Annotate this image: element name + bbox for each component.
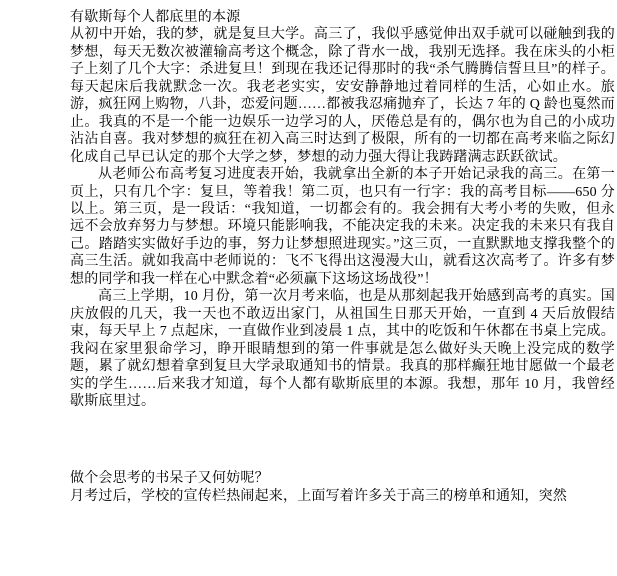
paragraph-3: 高三上学期，10 月份，第一次月考来临，也是从那刻起我开始感到高考的真实。国庆放假的几天，我一天也不敢迈出家门，从祖国生日那天开始，一直到 4 天后放假结束，每天早上 7 点起床，一直做作业到凌晨 1 点，其中的吃饭和午休都在书桌上完成。我闷在家里狠命学习，睁开眼睛想到的第一件事就是怎么做好头天晚上没完成的数学题，累了就幻想着拿到复旦大学录取通知书的情景。我真的那样癫狂地甘愿做一个最老实的学生……后来我才知道，每个人都有歇斯底里的本源。我想，那年 10 月，我曾经歇斯底里过。 xyxy=(70,289,615,409)
document-page xyxy=(70,9,615,505)
paragraph-4: 月考过后，学校的宣传栏热闹起来，上面写着许多关于高三的榜单和通知，突然 xyxy=(70,488,567,504)
paragraph-2: 从老师公布高考复习进度表开始，我就拿出全新的本子开始记录我的高三。在第一页上，只有几个字：复旦，等着我！第二页，也只有一行字：我的高考目标——650 分以上。第三页，是一段话：“我知道，一切都会有的。我会拥有大考小考的失败，但永远不会放弃努力与梦想。环境只能影响我，不能决定我的未来。决定我的未来只有我自己。踏踏实实做好手边的事，努力让梦想照进现实。”这三页，一直默默地支撑我整个的高三生活。就如我高中老师说的：飞不飞得出这漫漫大山，就看这次高考了。许多有梦想的同学和我一样在心中默念着“必须赢下这场这场战役”！ xyxy=(70,167,615,287)
document-title: 有歇斯每个人都底里的本源 xyxy=(70,10,241,25)
paragraph-1: 从初中开始，我的梦，就是复旦大学。高三了，我似乎感觉伸出双手就可以碰触到我的梦想，每天无数次被灌输高考这个概念，除了背水一战，我别无选择。我在床头的小柜子上刻了几个大字：杀进复旦！到现在我还记得那时的我“杀气腾腾信誓旦旦”的样子。每天起床后我就默念一次。我老老实实，安安静静地过着同样的生活，心如止水。旅游，疯狂网上购物，八卦，恋爱问题……都被我忍痛抛弃了，长达 7 年的 Q 龄也戛然而止。我真的不是一个能一边娱乐一边学习的人，厌倦总是有的，偶尔也为自己的小成功沾沾自喜。我对梦想的疯狂在初入高三时达到了极限，所有的一切都在高考来临之际幻化成自己早已认定的那个大学之梦，梦想的动力强大得让我踌躇满志跃跃欲试。 xyxy=(70,27,615,165)
section-gap xyxy=(70,410,615,470)
section-heading: 做个会思考的书呆子又何妨呢？ xyxy=(70,471,269,487)
